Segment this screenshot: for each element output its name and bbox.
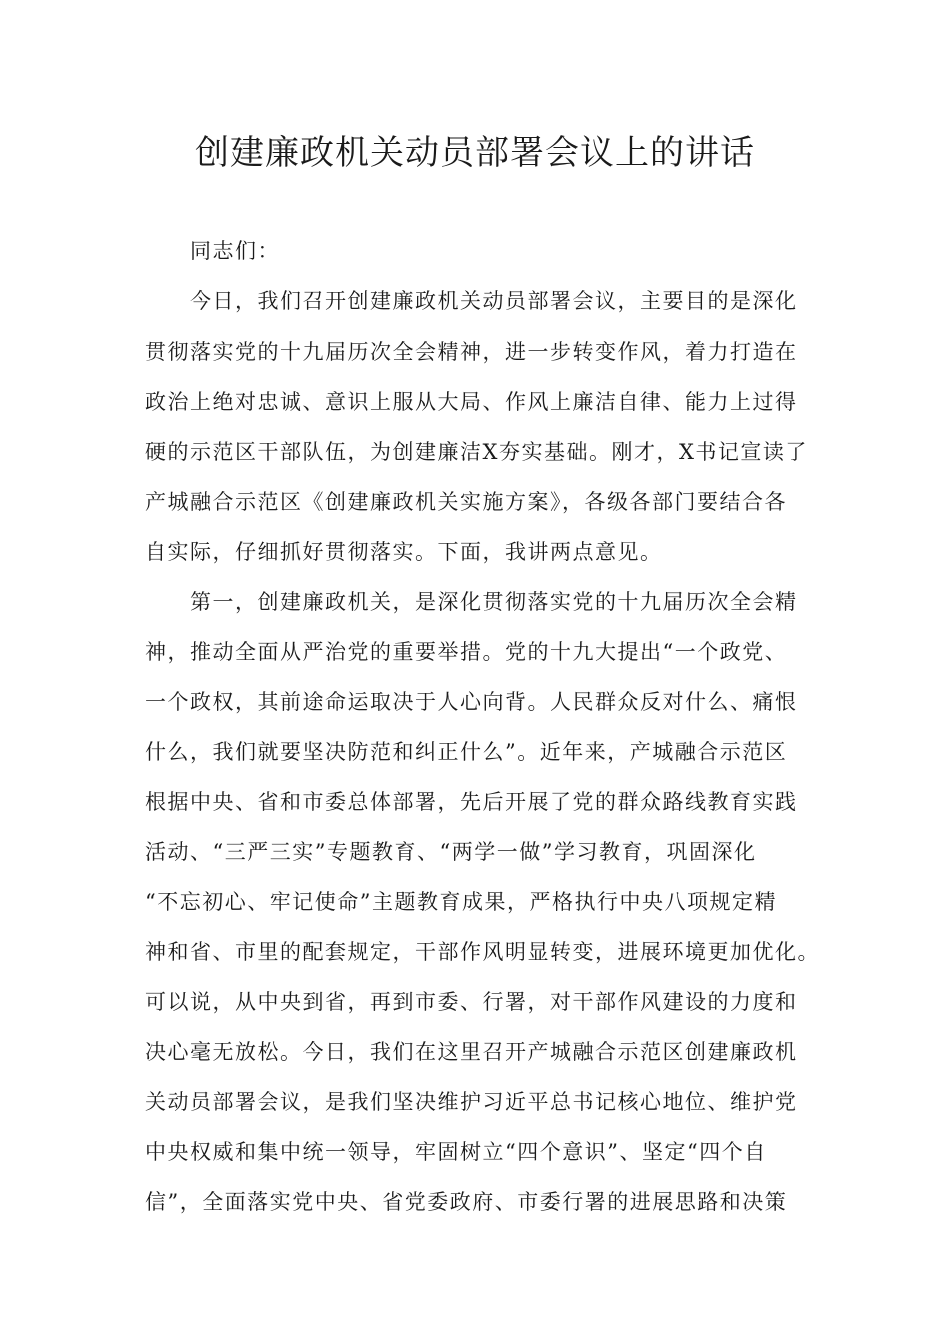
document-title: 创建廉政机关动员部署会议上的讲话 [195,133,755,173]
paragraph-line: 根据中央、省和市委总体部署，先后开展了党的群众路线教育实践 [145,790,798,814]
paragraph-line: 活动、“三严三实”专题教育、“两学一做”学习教育，巩固深化 [145,840,757,864]
paragraph-line: 可以说，从中央到省，再到市委、行署，对干部作风建设的力度和 [145,990,798,1014]
paragraph-line: 什么，我们就要坚决防范和纠正什么”。近年来，产城融合示范区 [145,740,788,764]
paragraph-line: 政治上绝对忠诚、意识上服从大局、作风上廉洁自律、能力上过得 [145,390,798,414]
paragraph-line: 关动员部署会议，是我们坚决维护习近平总书记核心地位、维护党 [145,1090,798,1114]
paragraph-line: 贯彻落实党的十九届历次全会精神，进一步转变作风，着力打造在 [145,340,798,364]
paragraph-line: 中央权威和集中统一领导，牢固树立“四个意识”、坚定“四个自 [145,1140,767,1164]
paragraph-line: 第一，创建廉政机关，是深化贯彻落实党的十九届历次全会精 [190,590,798,614]
paragraph-line: 自实际，仔细抓好贯彻落实。下面，我讲两点意见。 [145,540,663,564]
paragraph-line: 信”，全面落实党中央、省党委政府、市委行署的进展思路和决策 [145,1190,788,1214]
salutation-line: 同志们： [190,239,280,263]
paragraph-line: “不忘初心、牢记使命”主题教育成果，严格执行中央八项规定精 [145,890,777,914]
paragraph-line: 今日，我们召开创建廉政机关动员部署会议，主要目的是深化 [190,289,798,313]
paragraph-line: 神和省、市里的配套规定，干部作风明显转变，进展环境更加优化。 [145,940,820,964]
paragraph-line: 硬的示范区干部队伍，为创建廉洁X夯实基础。刚才，X书记宣读了 [145,440,808,464]
paragraph-line: 一个政权，其前途命运取决于人心向背。人民群众反对什么、痛恨 [145,690,798,714]
paragraph-line: 产城融合示范区《创建廉政机关实施方案》，各级各部门要结合各 [145,490,787,514]
paragraph-line: 神，推动全面从严治党的重要举措。党的十九大提出“一个政党、 [145,640,788,664]
paragraph-line: 决心毫无放松。今日，我们在这里召开产城融合示范区创建廉政机 [145,1040,798,1064]
